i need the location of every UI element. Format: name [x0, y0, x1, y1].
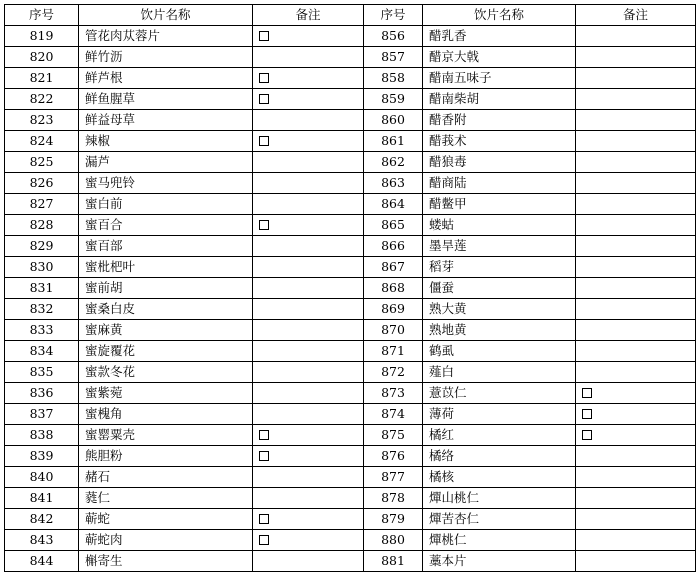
- right-note-cell: [576, 467, 696, 488]
- left-name-cell: 管花肉苁蓉片: [79, 26, 253, 47]
- left-note-cell: [253, 152, 364, 173]
- right-number-cell: 858: [364, 68, 423, 89]
- table-row: [5, 383, 696, 404]
- right-note-cell: [576, 236, 696, 257]
- left-name-cell: 鲜竹沥: [79, 47, 253, 68]
- left-number-cell: 837: [5, 404, 79, 425]
- left-note-cell: [253, 194, 364, 215]
- left-name-cell: 熊胆粉: [79, 446, 253, 467]
- left-note-cell: [253, 131, 364, 152]
- table-row: [5, 320, 696, 341]
- left-note-cell: [253, 68, 364, 89]
- left-note-cell: [253, 509, 364, 530]
- left-number-cell: 841: [5, 488, 79, 509]
- right-note-cell: [576, 278, 696, 299]
- table-row: [5, 194, 696, 215]
- checkbox-icon: [259, 535, 269, 545]
- right-note-cell: [576, 362, 696, 383]
- right-name-cell: 醋南柴胡: [423, 89, 576, 110]
- right-note-cell: [576, 551, 696, 572]
- right-note-cell: [576, 173, 696, 194]
- left-name-cell: 蕲蛇肉: [79, 530, 253, 551]
- right-number-cell: 867: [364, 257, 423, 278]
- right-name-cell: 燀山桃仁: [423, 488, 576, 509]
- table-row: [5, 173, 696, 194]
- left-note-cell: [253, 110, 364, 131]
- left-number-cell: 835: [5, 362, 79, 383]
- left-number-cell: 824: [5, 131, 79, 152]
- left-name-cell: 鲜鱼腥草: [79, 89, 253, 110]
- left-name-cell: 漏芦: [79, 152, 253, 173]
- right-name-cell: 醋鳖甲: [423, 194, 576, 215]
- left-name-cell: 蜜枇杷叶: [79, 257, 253, 278]
- right-number-cell: 869: [364, 299, 423, 320]
- left-note-cell: [253, 173, 364, 194]
- header-left-note: 备注: [253, 5, 364, 26]
- right-note-cell: [576, 299, 696, 320]
- left-number-cell: 833: [5, 320, 79, 341]
- checkbox-icon: [259, 94, 269, 104]
- table-row: [5, 446, 696, 467]
- left-number-cell: 839: [5, 446, 79, 467]
- header-left-number: 序号: [5, 5, 79, 26]
- table-row: [5, 530, 696, 551]
- herb-list-document: [4, 4, 696, 572]
- right-number-cell: 856: [364, 26, 423, 47]
- left-note-cell: [253, 257, 364, 278]
- left-number-cell: 826: [5, 173, 79, 194]
- right-note-cell: [576, 47, 696, 68]
- right-note-cell: [576, 488, 696, 509]
- right-number-cell: 865: [364, 215, 423, 236]
- table-row: [5, 68, 696, 89]
- right-note-cell: [576, 404, 696, 425]
- left-name-cell: 蜜前胡: [79, 278, 253, 299]
- header-left-name: 饮片名称: [79, 5, 253, 26]
- left-number-cell: 828: [5, 215, 79, 236]
- table-row: [5, 152, 696, 173]
- checkbox-icon: [259, 514, 269, 524]
- left-number-cell: 840: [5, 467, 79, 488]
- left-note-cell: [253, 215, 364, 236]
- right-note-cell: [576, 194, 696, 215]
- right-name-cell: 橘络: [423, 446, 576, 467]
- right-number-cell: 859: [364, 89, 423, 110]
- right-note-cell: [576, 425, 696, 446]
- left-number-cell: 823: [5, 110, 79, 131]
- right-name-cell: 鹤虱: [423, 341, 576, 362]
- right-note-cell: [576, 383, 696, 404]
- right-name-cell: 橘核: [423, 467, 576, 488]
- header-right-note: 备注: [576, 5, 696, 26]
- left-name-cell: 鲜芦根: [79, 68, 253, 89]
- left-note-cell: [253, 278, 364, 299]
- right-name-cell: 醋乳香: [423, 26, 576, 47]
- right-note-cell: [576, 509, 696, 530]
- left-name-cell: 辣椒: [79, 131, 253, 152]
- left-note-cell: [253, 320, 364, 341]
- left-number-cell: 822: [5, 89, 79, 110]
- left-note-cell: [253, 530, 364, 551]
- right-number-cell: 881: [364, 551, 423, 572]
- left-note-cell: [253, 404, 364, 425]
- right-note-cell: [576, 530, 696, 551]
- left-name-cell: 蜜百部: [79, 236, 253, 257]
- left-number-cell: 836: [5, 383, 79, 404]
- header-right-number: 序号: [364, 5, 423, 26]
- right-name-cell: 藁本片: [423, 551, 576, 572]
- right-number-cell: 868: [364, 278, 423, 299]
- header-row: [5, 5, 696, 26]
- right-number-cell: 879: [364, 509, 423, 530]
- table-row: [5, 89, 696, 110]
- checkbox-icon: [259, 430, 269, 440]
- table-row: [5, 551, 696, 572]
- left-note-cell: [253, 236, 364, 257]
- table-row: [5, 404, 696, 425]
- right-name-cell: 醋香附: [423, 110, 576, 131]
- right-number-cell: 878: [364, 488, 423, 509]
- right-note-cell: [576, 89, 696, 110]
- right-name-cell: 燀苦杏仁: [423, 509, 576, 530]
- right-note-cell: [576, 215, 696, 236]
- checkbox-icon: [582, 409, 592, 419]
- left-name-cell: 蜜槐角: [79, 404, 253, 425]
- table-row: [5, 236, 696, 257]
- left-name-cell: 蜜款冬花: [79, 362, 253, 383]
- checkbox-icon: [259, 136, 269, 146]
- table-row: [5, 110, 696, 131]
- right-name-cell: 醋南五味子: [423, 68, 576, 89]
- right-note-cell: [576, 110, 696, 131]
- left-note-cell: [253, 341, 364, 362]
- left-name-cell: 蜜紫菀: [79, 383, 253, 404]
- right-number-cell: 875: [364, 425, 423, 446]
- checkbox-icon: [582, 430, 592, 440]
- left-note-cell: [253, 488, 364, 509]
- table-row: [5, 278, 696, 299]
- left-note-cell: [253, 446, 364, 467]
- right-number-cell: 864: [364, 194, 423, 215]
- right-number-cell: 862: [364, 152, 423, 173]
- left-number-cell: 825: [5, 152, 79, 173]
- right-note-cell: [576, 68, 696, 89]
- right-name-cell: 僵蚕: [423, 278, 576, 299]
- right-note-cell: [576, 131, 696, 152]
- table-row: [5, 299, 696, 320]
- right-note-cell: [576, 26, 696, 47]
- table-row: [5, 215, 696, 236]
- right-name-cell: 醋商陆: [423, 173, 576, 194]
- table-row: [5, 362, 696, 383]
- table-row: [5, 467, 696, 488]
- left-note-cell: [253, 47, 364, 68]
- right-note-cell: [576, 152, 696, 173]
- right-name-cell: 醋狼毒: [423, 152, 576, 173]
- checkbox-icon: [259, 73, 269, 83]
- right-note-cell: [576, 320, 696, 341]
- left-note-cell: [253, 299, 364, 320]
- right-note-cell: [576, 341, 696, 362]
- left-note-cell: [253, 362, 364, 383]
- left-number-cell: 830: [5, 257, 79, 278]
- herb-table: [4, 4, 696, 572]
- right-name-cell: 薤白: [423, 362, 576, 383]
- right-number-cell: 857: [364, 47, 423, 68]
- left-name-cell: 蜜旋覆花: [79, 341, 253, 362]
- left-number-cell: 819: [5, 26, 79, 47]
- left-number-cell: 838: [5, 425, 79, 446]
- right-name-cell: 熟地黄: [423, 320, 576, 341]
- table-row: [5, 488, 696, 509]
- right-number-cell: 880: [364, 530, 423, 551]
- right-number-cell: 873: [364, 383, 423, 404]
- table-row: [5, 341, 696, 362]
- left-note-cell: [253, 467, 364, 488]
- left-number-cell: 842: [5, 509, 79, 530]
- right-note-cell: [576, 257, 696, 278]
- checkbox-icon: [582, 388, 592, 398]
- left-name-cell: 赭石: [79, 467, 253, 488]
- right-number-cell: 866: [364, 236, 423, 257]
- left-number-cell: 832: [5, 299, 79, 320]
- left-number-cell: 831: [5, 278, 79, 299]
- right-name-cell: 薄荷: [423, 404, 576, 425]
- right-number-cell: 877: [364, 467, 423, 488]
- left-name-cell: 蜜百合: [79, 215, 253, 236]
- right-name-cell: 醋京大戟: [423, 47, 576, 68]
- right-name-cell: 橘红: [423, 425, 576, 446]
- left-note-cell: [253, 26, 364, 47]
- right-number-cell: 876: [364, 446, 423, 467]
- left-number-cell: 821: [5, 68, 79, 89]
- right-name-cell: 燀桃仁: [423, 530, 576, 551]
- left-number-cell: 820: [5, 47, 79, 68]
- left-number-cell: 843: [5, 530, 79, 551]
- left-name-cell: 槲寄生: [79, 551, 253, 572]
- left-number-cell: 829: [5, 236, 79, 257]
- left-note-cell: [253, 89, 364, 110]
- right-number-cell: 861: [364, 131, 423, 152]
- right-number-cell: 860: [364, 110, 423, 131]
- left-number-cell: 844: [5, 551, 79, 572]
- checkbox-icon: [259, 220, 269, 230]
- right-number-cell: 863: [364, 173, 423, 194]
- left-name-cell: 蜜马兜铃: [79, 173, 253, 194]
- left-name-cell: 蜜白前: [79, 194, 253, 215]
- right-name-cell: 醋莪术: [423, 131, 576, 152]
- right-name-cell: 蝼蛄: [423, 215, 576, 236]
- left-note-cell: [253, 551, 364, 572]
- table-row: [5, 47, 696, 68]
- right-note-cell: [576, 446, 696, 467]
- left-name-cell: 蜜桑白皮: [79, 299, 253, 320]
- checkbox-icon: [259, 451, 269, 461]
- table-row: [5, 131, 696, 152]
- left-number-cell: 834: [5, 341, 79, 362]
- left-name-cell: 蜜罂粟壳: [79, 425, 253, 446]
- right-name-cell: 薏苡仁: [423, 383, 576, 404]
- header-right-name: 饮片名称: [423, 5, 576, 26]
- right-number-cell: 871: [364, 341, 423, 362]
- left-note-cell: [253, 383, 364, 404]
- table-row: [5, 509, 696, 530]
- table-row: [5, 425, 696, 446]
- left-name-cell: 鲜益母草: [79, 110, 253, 131]
- left-name-cell: 蕲蛇: [79, 509, 253, 530]
- table-row: [5, 26, 696, 47]
- right-name-cell: 墨旱莲: [423, 236, 576, 257]
- checkbox-icon: [259, 31, 269, 41]
- right-number-cell: 874: [364, 404, 423, 425]
- right-number-cell: 870: [364, 320, 423, 341]
- left-number-cell: 827: [5, 194, 79, 215]
- right-name-cell: 稻芽: [423, 257, 576, 278]
- table-row: [5, 257, 696, 278]
- left-note-cell: [253, 425, 364, 446]
- right-number-cell: 872: [364, 362, 423, 383]
- left-name-cell: 蕤仁: [79, 488, 253, 509]
- left-name-cell: 蜜麻黄: [79, 320, 253, 341]
- right-name-cell: 熟大黄: [423, 299, 576, 320]
